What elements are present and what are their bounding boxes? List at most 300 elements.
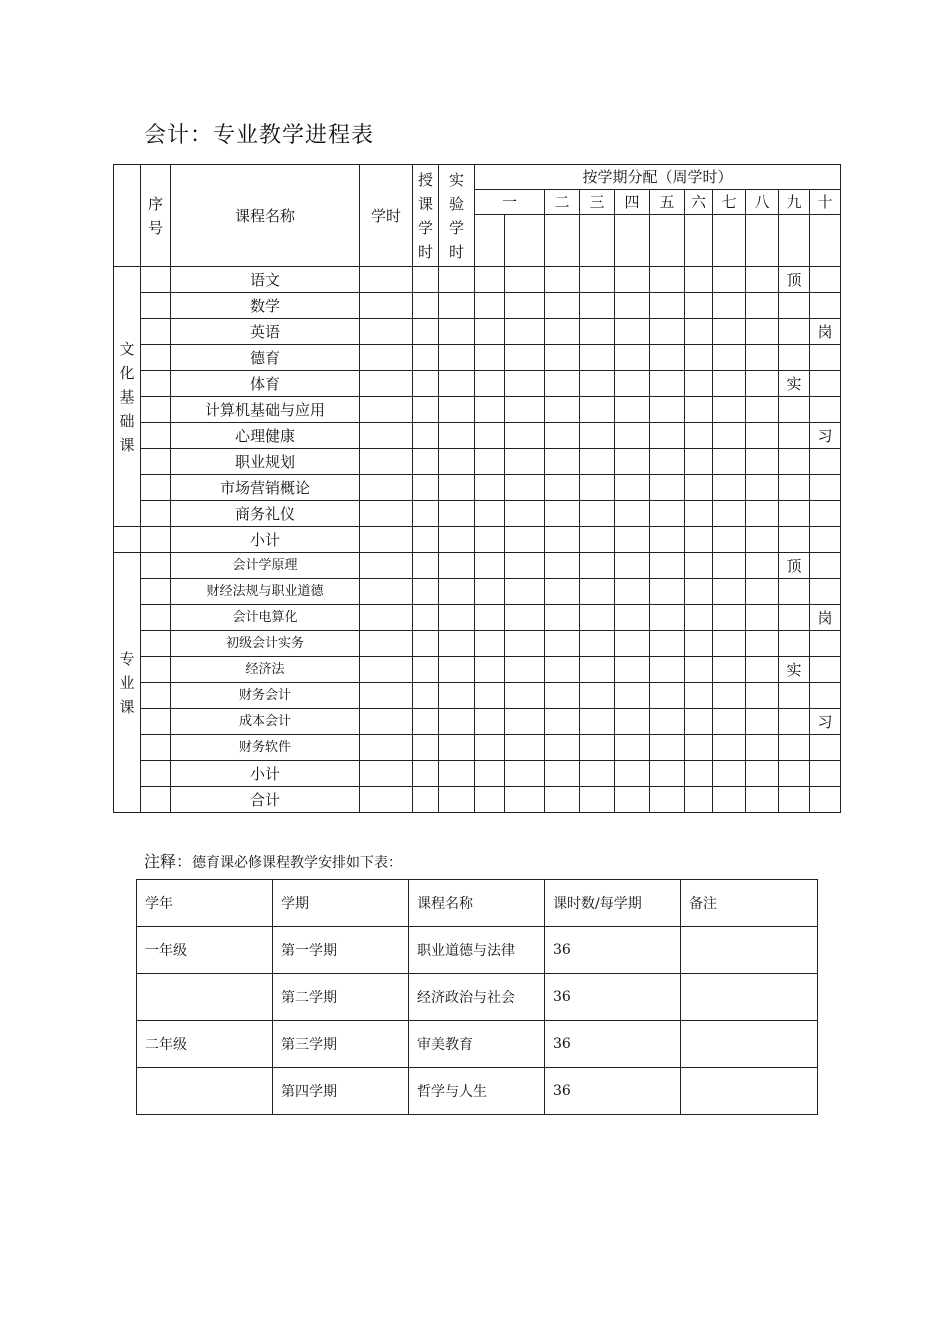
empty-cell [810,449,841,475]
empty-cell [580,397,615,423]
empty-cell [505,605,545,631]
empty-cell [615,631,650,657]
empty-cell [413,787,439,813]
empty-cell [505,527,545,553]
empty-cell [413,553,439,579]
empty-cell [779,501,810,527]
empty-cell [475,371,505,397]
table-row [114,657,841,683]
semester-header: 八 [746,190,779,215]
empty-cell [713,735,746,761]
empty-cell [413,709,439,735]
empty-cell [810,631,841,657]
empty-cell [360,631,413,657]
empty-cell [713,475,746,501]
empty-cell [713,371,746,397]
empty-cell [650,735,685,761]
empty-cell [413,345,439,371]
empty-cell [475,605,505,631]
empty-cell [545,683,580,709]
empty-cell [545,527,580,553]
empty-cell [615,683,650,709]
empty-cell [505,475,545,501]
empty-cell [713,423,746,449]
seq-cell [141,371,171,397]
empty-cell [810,657,841,683]
table-cell: 第二学期 [273,974,409,1021]
empty-cell [545,293,580,319]
empty-cell [360,423,413,449]
seq-cell [141,423,171,449]
empty-cell [545,553,580,579]
table-cell: 一年级 [137,927,273,974]
empty-cell [810,371,841,397]
empty-cell [545,475,580,501]
empty-cell [360,735,413,761]
empty-cell [650,319,685,345]
empty-cell [413,475,439,501]
empty-cell [360,475,413,501]
empty-cell [439,501,475,527]
seq-cell [141,579,171,605]
empty-cell [580,345,615,371]
course-name: 经济法 [171,657,360,683]
empty-cell [360,319,413,345]
seq-cell [141,657,171,683]
empty-cell [713,709,746,735]
empty-cell [650,267,685,293]
empty-cell [810,293,841,319]
empty-cell [713,605,746,631]
semester-header: 十 [810,190,841,215]
empty-cell [810,787,841,813]
column-header: 学期 [273,880,409,927]
empty-cell [779,345,810,371]
empty-cell [779,735,810,761]
empty-cell [713,631,746,657]
empty-cell [475,293,505,319]
semester-header: 九 [779,190,810,215]
empty-cell [746,735,779,761]
empty-cell [413,449,439,475]
seq-cell [141,449,171,475]
empty-cell [615,579,650,605]
empty-cell [413,761,439,787]
empty-header-cell [779,215,810,267]
empty-cell [685,683,713,709]
seq-cell [141,683,171,709]
empty-header-cell [650,215,685,267]
empty-cell [650,423,685,449]
empty-cell [439,267,475,293]
empty-cell [413,527,439,553]
internship-mark: 顶 [779,267,810,293]
empty-cell [439,709,475,735]
empty-cell [685,735,713,761]
empty-cell [746,371,779,397]
empty-header-cell [746,215,779,267]
empty-cell [779,319,810,345]
seq-cell [141,397,171,423]
empty-cell [650,293,685,319]
empty-cell [650,761,685,787]
empty-header-cell [615,215,650,267]
course-name: 会计学原理 [171,553,360,579]
empty-cell [615,397,650,423]
empty-cell [685,293,713,319]
seq-cell [141,605,171,631]
empty-cell [360,605,413,631]
empty-cell [810,345,841,371]
table-row [114,423,841,449]
table-cell: 第一学期 [273,927,409,974]
empty-cell [779,683,810,709]
empty-cell [580,527,615,553]
teaching-plan-table [113,164,841,813]
empty-cell [545,631,580,657]
empty-cell [475,761,505,787]
course-name: 心理健康 [171,423,360,449]
empty-cell [360,579,413,605]
course-name: 体育 [171,371,360,397]
semester-header: 六 [685,190,713,215]
empty-cell [413,735,439,761]
table-row [114,709,841,735]
empty-cell [746,709,779,735]
empty-cell [615,527,650,553]
seq-cell [141,527,171,553]
empty-cell [685,631,713,657]
empty-header-cell [580,215,615,267]
table-cell: 36 [545,974,681,1021]
empty-cell [713,579,746,605]
empty-cell [713,267,746,293]
empty-cell [475,631,505,657]
empty-cell [615,709,650,735]
empty-cell [475,579,505,605]
empty-cell [580,293,615,319]
empty-cell [505,553,545,579]
table-cell: 审美教育 [409,1021,545,1068]
table-row [114,605,841,631]
empty-cell [713,397,746,423]
empty-cell [475,319,505,345]
seq-cell [141,631,171,657]
course-name: 初级会计实务 [171,631,360,657]
empty-cell [475,449,505,475]
table-row [114,449,841,475]
empty-cell [650,397,685,423]
empty-cell [505,787,545,813]
empty-cell [545,267,580,293]
empty-cell [580,267,615,293]
seq-cell [141,553,171,579]
empty-cell [439,449,475,475]
empty-cell [439,397,475,423]
seq-cell [141,475,171,501]
empty-cell [413,605,439,631]
empty-cell [779,787,810,813]
empty-cell [746,657,779,683]
category-header-cell [114,165,141,267]
empty-cell [713,657,746,683]
empty-cell [413,657,439,683]
table-row [137,974,818,1021]
empty-cell [615,787,650,813]
empty-cell [650,553,685,579]
table-cell: 36 [545,927,681,974]
course-name: 财务软件 [171,735,360,761]
empty-cell [413,319,439,345]
empty-cell [650,657,685,683]
empty-cell [505,501,545,527]
empty-cell [685,345,713,371]
empty-cell [779,761,810,787]
empty-cell [746,579,779,605]
column-header: 课时数/每学期 [545,880,681,927]
column-header: 学年 [137,880,273,927]
course-name: 市场营销概论 [171,475,360,501]
empty-cell [413,293,439,319]
course-name: 英语 [171,319,360,345]
subtotal-label: 小计 [171,527,360,553]
empty-cell [475,553,505,579]
empty-cell [713,553,746,579]
empty-cell [685,319,713,345]
seq-cell [141,345,171,371]
empty-cell [685,449,713,475]
hours-header: 学时 [360,165,413,267]
empty-cell [505,449,545,475]
empty-cell [545,397,580,423]
empty-cell [713,293,746,319]
empty-cell [475,345,505,371]
empty-cell [650,449,685,475]
table-row [114,475,841,501]
empty-cell [713,319,746,345]
empty-cell [505,319,545,345]
empty-cell [713,787,746,813]
empty-cell [615,345,650,371]
empty-cell [685,267,713,293]
empty-cell [439,683,475,709]
empty-cell [685,527,713,553]
empty-cell [413,267,439,293]
empty-cell [810,735,841,761]
course-name: 语文 [171,267,360,293]
empty-cell [746,475,779,501]
empty-cell [615,605,650,631]
empty-cell [545,449,580,475]
empty-cell [360,449,413,475]
empty-cell [685,553,713,579]
total-label: 合计 [171,787,360,813]
empty-cell [746,631,779,657]
column-header: 课程名称 [409,880,545,927]
header-row [114,165,841,190]
course-name: 数学 [171,293,360,319]
empty-cell [580,475,615,501]
empty-cell [360,553,413,579]
empty-header-cell [810,215,841,267]
semester-header: 七 [713,190,746,215]
empty-cell [439,527,475,553]
semester-group-header: 按学期分配（周学时） [475,165,841,190]
empty-cell [746,527,779,553]
empty-cell [580,735,615,761]
empty-cell [505,267,545,293]
empty-cell [746,683,779,709]
empty-cell [650,371,685,397]
empty-cell [615,475,650,501]
empty-cell [475,267,505,293]
empty-cell [810,579,841,605]
empty-cell [475,475,505,501]
empty-cell [545,579,580,605]
empty-cell [810,527,841,553]
internship-mark: 实 [779,371,810,397]
empty-cell [439,293,475,319]
empty-cell [615,449,650,475]
empty-cell [580,683,615,709]
empty-cell [439,657,475,683]
empty-cell [475,657,505,683]
empty-header-cell [475,215,505,267]
empty-cell [615,293,650,319]
empty-cell [615,553,650,579]
empty-cell [580,787,615,813]
empty-cell [439,735,475,761]
empty-cell [685,657,713,683]
subtotal-label: 小计 [171,761,360,787]
empty-cell [439,345,475,371]
empty-cell [545,709,580,735]
category-label [114,527,141,553]
empty-cell [580,423,615,449]
table-cell: 36 [545,1021,681,1068]
empty-cell [505,293,545,319]
table-cell [137,974,273,1021]
empty-cell [439,553,475,579]
empty-cell [810,761,841,787]
seq-cell [141,709,171,735]
empty-cell [650,683,685,709]
empty-cell [580,449,615,475]
empty-cell [685,423,713,449]
empty-cell [685,501,713,527]
empty-cell [779,579,810,605]
category-label: 文 化 基 础 课 [114,267,141,527]
seq-cell [141,293,171,319]
empty-cell [615,657,650,683]
empty-cell [580,579,615,605]
semester-header: 三 [580,190,615,215]
empty-cell [439,423,475,449]
empty-cell [779,423,810,449]
empty-cell [685,709,713,735]
table-cell: 职业道德与法律 [409,927,545,974]
course-name: 财经法规与职业道德 [171,579,360,605]
empty-cell [545,605,580,631]
internship-mark: 岗 [810,605,841,631]
empty-cell [439,605,475,631]
empty-cell [779,709,810,735]
table-cell: 第三学期 [273,1021,409,1068]
empty-cell [360,683,413,709]
table-cell: 哲学与人生 [409,1068,545,1115]
empty-cell [650,631,685,657]
empty-cell [746,397,779,423]
empty-cell [413,501,439,527]
internship-mark: 实 [779,657,810,683]
empty-cell [615,761,650,787]
semester-header: 四 [615,190,650,215]
empty-cell [360,657,413,683]
empty-cell [746,761,779,787]
empty-cell [685,787,713,813]
seq-cell [141,735,171,761]
course-name: 财务会计 [171,683,360,709]
empty-cell [505,657,545,683]
table-cell [681,1068,818,1115]
empty-cell [413,423,439,449]
empty-cell [505,709,545,735]
empty-cell [505,371,545,397]
table-row [114,553,841,579]
empty-cell [545,371,580,397]
empty-cell [505,397,545,423]
empty-cell [505,683,545,709]
note-lead: 注释： [144,852,193,871]
empty-cell [779,397,810,423]
empty-cell [413,579,439,605]
table-row [114,293,841,319]
semester-header: 五 [650,190,685,215]
seq-header: 序 号 [141,165,171,267]
empty-cell [505,631,545,657]
table-cell: 二年级 [137,1021,273,1068]
empty-cell [545,423,580,449]
page-title: 会计：专业教学进程表 [144,123,375,148]
internship-mark: 习 [810,709,841,735]
empty-cell [475,709,505,735]
empty-cell [439,631,475,657]
empty-cell [685,579,713,605]
empty-cell [779,293,810,319]
subtotal-row [114,761,841,787]
empty-cell [779,605,810,631]
seq-cell [141,319,171,345]
table-cell: 36 [545,1068,681,1115]
empty-cell [475,423,505,449]
course-name: 计算机基础与应用 [171,397,360,423]
empty-cell [650,501,685,527]
course-name: 德育 [171,345,360,371]
empty-cell [360,501,413,527]
empty-cell [746,605,779,631]
empty-cell [360,293,413,319]
empty-cell [746,423,779,449]
empty-cell [545,735,580,761]
empty-cell [685,397,713,423]
table-row [114,631,841,657]
empty-cell [505,423,545,449]
empty-cell [413,631,439,657]
table-cell [681,927,818,974]
table-row [137,1068,818,1115]
empty-cell [746,267,779,293]
empty-header-cell [545,215,580,267]
